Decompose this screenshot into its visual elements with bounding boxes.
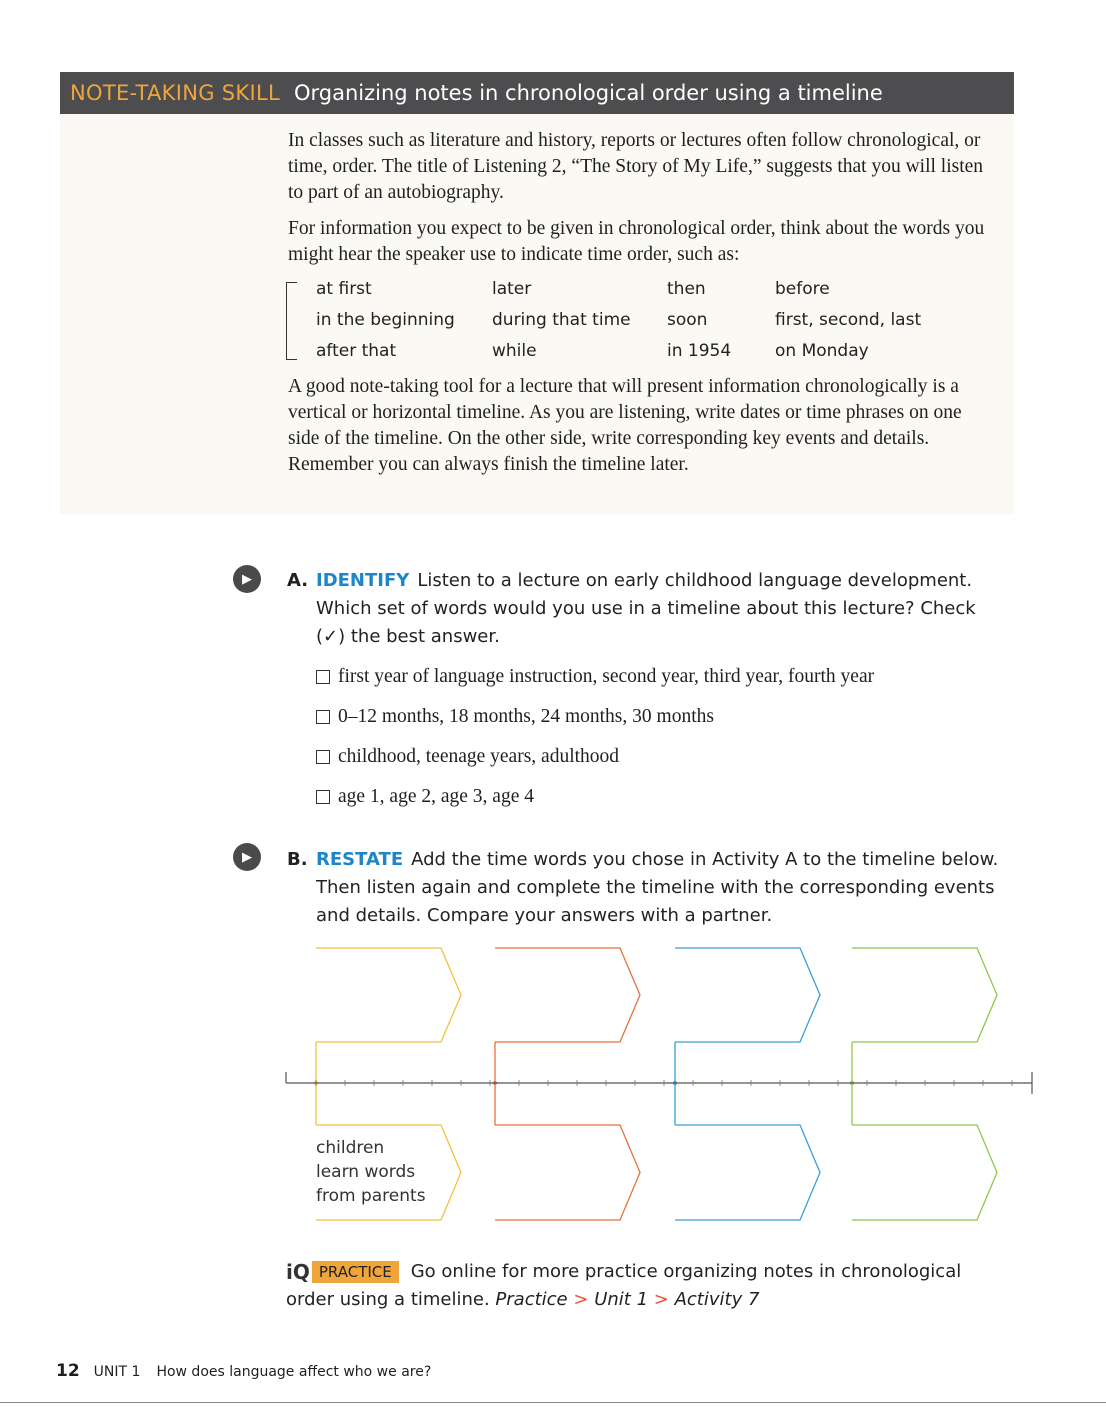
time-word: at first [316,279,372,299]
path-unit: Unit 1 [594,1289,649,1310]
time-word: later [492,279,532,299]
option-label: first year of language instruction, second year, third year, fourth year [338,666,875,687]
skill-title: Organizing notes in chronological order using a timeline [293,81,883,105]
time-word: during that time [492,310,631,330]
audio-speaker-icon[interactable]: ▶ [233,843,261,871]
timeline-top-box [675,948,820,1042]
practice-text: order using a timeline. [286,1289,490,1310]
timeline-sample-event [316,1136,426,1208]
page-number: 12 [56,1361,80,1381]
activity-a-keyword: IDENTIFY [316,570,410,591]
time-word: after that [316,341,397,361]
sample-event-line: from parents [316,1186,426,1206]
option-label: childhood, teenage years, adulthood [338,746,620,767]
sample-event-line: learn words [316,1162,416,1182]
activity-a-letter: A. [287,570,309,591]
time-word: soon [667,310,708,330]
timeline-bottom-box [495,1125,640,1220]
option-label: age 1, age 2, age 3, age 4 [338,786,534,807]
time-word: before [775,279,830,299]
unit-label: UNIT 1 [93,1364,141,1380]
timeline-top-box [495,948,640,1042]
intro-paragraph: In classes such as literature and history, reports or lectures often follow chronological, or time, order. The title of Listening 2, “The Story of My Life,” suggests that you will listen to part of an autobiography. [288,130,984,203]
option-label: 0–12 months, 18 months, 24 months, 30 months [338,706,714,727]
activity-a-text: Listen to a lecture on early childhood language development. Which set of words would you use in a timeline about this lecture? Check (✓) the best answer. [316,570,976,647]
time-word: then [667,279,706,299]
page-footer [56,1361,431,1381]
time-word: in 1954 [667,341,732,361]
sample-event-line: children [316,1138,385,1158]
timeline-bottom-box [675,1125,820,1220]
iq-logo: iQ [286,1260,310,1284]
time-word: on Monday [775,341,869,361]
chevron-right-icon: > [653,1289,669,1310]
activity-b-text: Add the time words you chose in Activity A to the timeline below. Then listen again and complete the timeline with the corresponding events and details. Compare your answers with a partner. [316,849,999,926]
time-word: first, second, last [775,310,922,330]
audio-speaker-icon[interactable]: ▶ [233,565,261,593]
path-practice: Practice [495,1289,568,1310]
path-activity: Activity 7 [674,1289,760,1310]
page-bottom-rule [0,1402,1106,1403]
time-words-paragraph: For information you expect to be given in chronological order, think about the words you might hear the speaker use to indicate time order, such as: [288,218,985,265]
time-word: in the beginning [316,310,455,330]
timeline-bottom-box [852,1125,997,1220]
skill-tag: NOTE-TAKING SKILL [70,81,280,105]
unit-question: How does language affect who we are? [156,1364,432,1380]
iq-practice [286,1258,1006,1314]
activity-b-keyword: RESTATE [316,849,404,870]
practice-badge: PRACTICE [312,1261,399,1283]
activity-b-letter: B. [287,849,308,870]
time-word: while [492,341,537,361]
timeline-paragraph: A good note-taking tool for a lecture that will present information chronologically is a vertical or horizontal timeline. As you are listening, write dates or time phrases on one side of the timeline. On the other side, write corresponding key events and details. Remember you can always finish the timeline later. [288,376,962,475]
practice-path[interactable] [495,1289,759,1310]
timeline-top-box [316,948,461,1042]
timeline-top-box [852,948,997,1042]
practice-text: Go online for more practice organizing notes in chronological [410,1261,962,1282]
chevron-right-icon: > [573,1289,589,1310]
